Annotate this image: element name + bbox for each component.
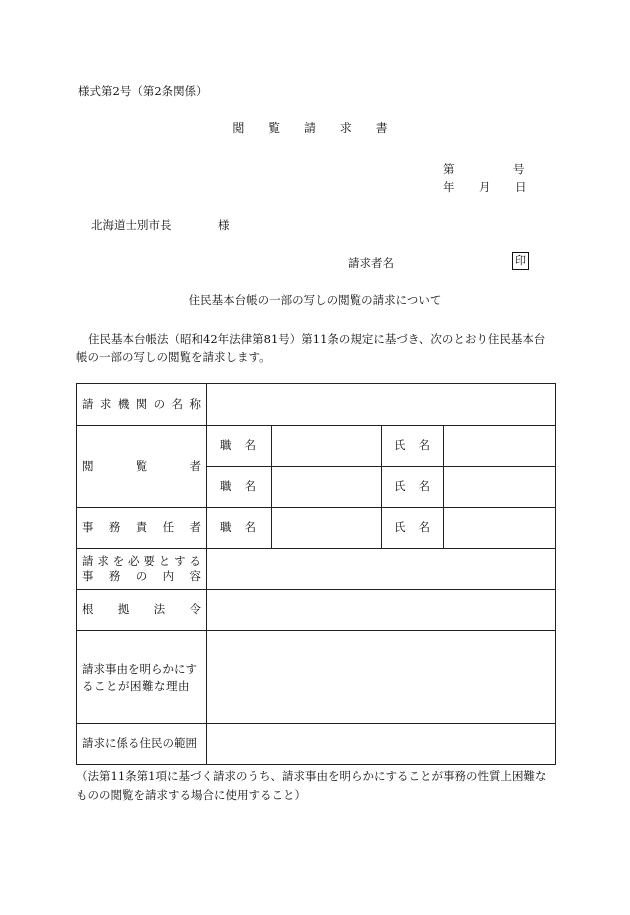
job-title-label: 職 名 (220, 479, 256, 493)
date-day: 日 (515, 180, 527, 194)
body-paragraph (76, 330, 554, 366)
table-border-right (555, 383, 556, 765)
form-number: 様式第2号（第2条関係） (78, 84, 208, 98)
date-year: 年 (443, 180, 455, 194)
number-suffix: 号 (513, 162, 525, 176)
row-divider (76, 548, 556, 549)
document-title (0, 121, 630, 135)
row-divider (76, 630, 556, 631)
number-prefix: 第 (443, 162, 455, 176)
name-label: 氏 名 (394, 438, 430, 452)
addressee-name: 北海道士別市長 (91, 218, 172, 232)
label-viewer: 閲 覧 者 (82, 459, 201, 473)
row-divider (76, 723, 556, 724)
row-divider (76, 507, 556, 508)
label-difficulty-line1: 請求事由を明らかにす (82, 662, 197, 676)
label-requesting-body: 請 求 機 関 の 名 称 (82, 397, 201, 411)
date-month: 月 (479, 180, 491, 194)
requester-label: 請求者名 (348, 256, 394, 270)
row-divider (76, 425, 556, 426)
request-table (76, 383, 556, 765)
label-purpose-line1: 請 求 を 必 要 と す る (82, 554, 201, 568)
seal-mark: 印 (512, 252, 529, 270)
addressee-honorific: 様 (218, 218, 230, 232)
label-column-divider (206, 383, 207, 765)
table-border-top (76, 383, 556, 384)
column-divider (381, 425, 382, 549)
table-border-bottom (76, 764, 556, 765)
subject-line: 住民基本台帳の一部の写しの閲覧の請求について (188, 293, 442, 307)
column-divider (443, 425, 444, 549)
label-purpose-line2: 事 務 の 内 容 (82, 569, 201, 583)
document-title-text: 閲 覧 請 求 書 (232, 121, 398, 135)
label-difficulty-line2: ることが困難な理由 (82, 679, 190, 693)
job-title-label: 職 名 (220, 520, 256, 534)
label-responsible-person: 事 務 責 任 者 (82, 520, 201, 534)
table-border-left (76, 383, 77, 765)
label-legal-basis: 根 拠 法 令 (82, 602, 201, 616)
column-divider (271, 425, 272, 549)
label-resident-scope: 請求に係る住民の範囲 (82, 736, 197, 750)
row-divider (76, 589, 556, 590)
body-text: 住民基本台帳法（昭和42年法律第81号）第11条の規定に基づき、次のとおり住民基本台帳の一部の写しの閲覧を請求します。 (76, 332, 546, 364)
job-title-label: 職 名 (220, 438, 256, 452)
footnote: （法第11条第1項に基づく請求のうち、請求事由を明らかにすることが事務の性質上困難なものの閲覧を請求する場合に使用すること） (76, 769, 547, 802)
name-label: 氏 名 (394, 479, 430, 493)
name-label: 氏 名 (394, 520, 430, 534)
